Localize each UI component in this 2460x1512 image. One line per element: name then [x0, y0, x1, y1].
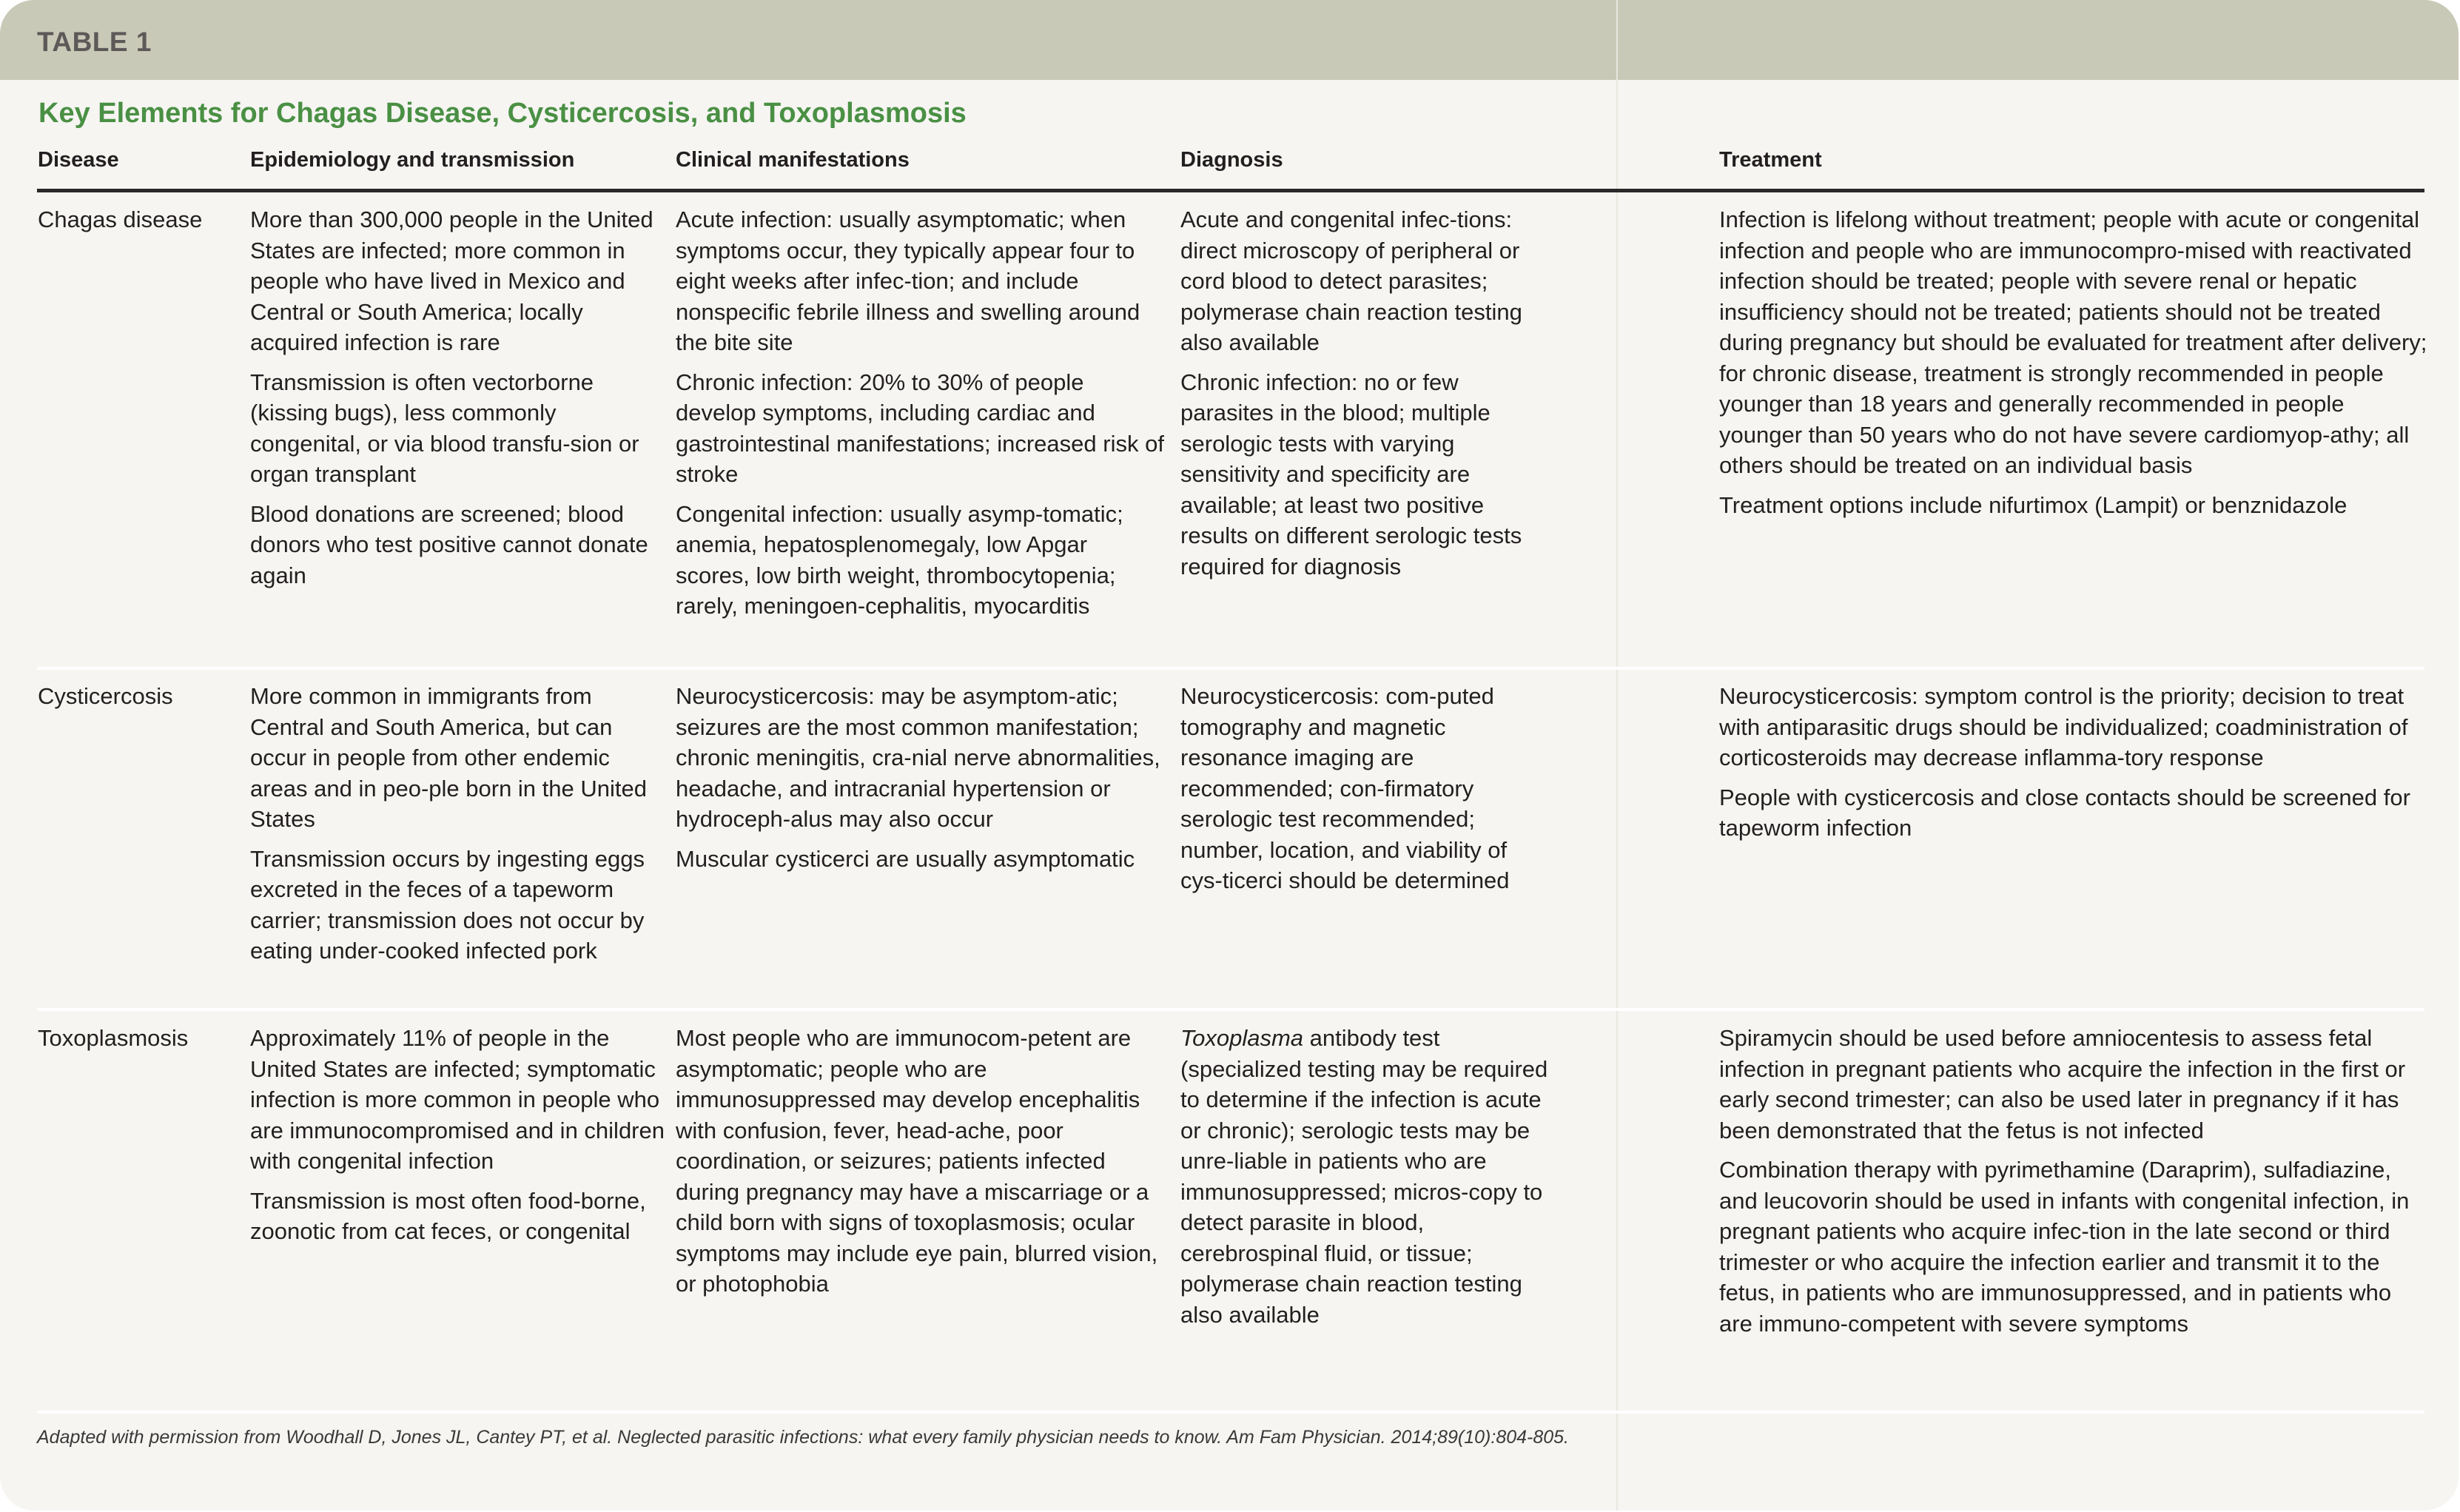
column-header-disease: Disease [38, 148, 119, 172]
cell-disease: Cysticercosis [38, 683, 173, 709]
paragraph: Combination therapy with pyrimethamine (Daraprim), sulfadiazine, and leucovorin should be used in infants with congenital infection, in pregnant patients who acquire infec-tion in the late second or third trimester or who acquire the infection earlier and transmit it to the fetus, in patients who are immunosuppressed, and in patients who are immuno-competent with severe symptoms [1719, 1157, 2410, 1337]
paragraph: More common in immigrants from Central and South America, but can occur in people from other endemic areas and in peo-ple born in the United States [250, 683, 647, 832]
table-label: TABLE 1 [37, 27, 152, 57]
cell-clinical [676, 681, 1164, 883]
paragraph: Most people who are immunocom-petent are asymptomatic; people who are immunosuppressed may develop encephalitis with confusion, fever, head-ache, poor coordination, or seizures; patients infected during pregnancy may have a miscarriage or a child born with signs of toxoplasmosis; ocular symptoms may include eye pain, blurred vision, or photophobia [676, 1025, 1158, 1297]
paragraph: Neurocysticercosis: may be asymptom-atic; seizures are the most common manifestation; chronic meningitis, cra-nial nerve abnormalities, headache, and intracranial hypertension or hydroceph-alus may also occur [676, 683, 1160, 832]
paragraph: Congenital infection: usually asymp-tomatic; anemia, hepatosplenomegaly, low Apgar scores, low birth weight, thrombocytopenia; rarely, meningoen-cephalitis, myocarditis [676, 500, 1123, 619]
cell-disease: Chagas disease [38, 206, 203, 232]
paragraph: Neurocysticercosis: symptom control is the priority; decision to treat with antiparasitic drugs should be individualized; coadministration of corticosteroids may decrease inflamma-tory response [1719, 683, 2408, 770]
page-seam [1616, 0, 1618, 1511]
source-citation: Adapted with permission from Woodhall D, Jones JL, Cantey PT, et al. Neglected parasitic infections: what every family physician needs to know. Am Fam Physician. 2014;89(10):804-805. [37, 1427, 1570, 1448]
paragraph: Spiramycin should be used before amniocentesis to assess fetal infection in pregnant patients who acquire the infection in the first or early second trimester; can also be used later in pregnancy if it has been demonstrated that the fetus is not infected [1719, 1025, 2406, 1143]
paragraph-text: antibody test (specialized testing may be required to determine if the infection is acute or chronic); serologic tests may be unre-liable in patients who are immunosuppressed; micros-copy to detect parasite in blood, cerebrospinal fluid, or tissue; polymerase chain reaction testing also available [1180, 1025, 1548, 1328]
row-divider [37, 1411, 2424, 1414]
paragraph: Blood donations are screened; blood donors who test positive cannot donate again [250, 500, 648, 588]
paragraph: Acute and congenital infec-tions: direct microscopy of peripheral or cord blood to detect parasites; polymerase chain reaction testing also available [1180, 206, 1522, 355]
header-band [0, 0, 2459, 80]
header-rule [37, 189, 2424, 192]
paragraph: Treatment options include nifurtimox (Lampit) or benznidazole [1719, 491, 2348, 518]
row-divider [37, 667, 2424, 670]
column-header-diagnosis: Diagnosis [1180, 148, 1283, 172]
paragraph: Transmission occurs by ingesting eggs excreted in the feces of a tapeworm carrier; transmission does not occur by eating under-cooked infected pork [250, 845, 645, 964]
paragraph: Transmission is often vectorborne (kissing bugs), less commonly congenital, or via blood transfu-sion or organ transplant [250, 369, 639, 487]
cell-treatment [1719, 204, 2430, 529]
row-divider [37, 1008, 2424, 1011]
cell-epidemiology [250, 204, 665, 599]
table-title: Key Elements for Chagas Disease, Cysticercosis, and Toxoplasmosis [38, 98, 967, 129]
column-header-treatment: Treatment [1719, 148, 1822, 172]
cell-epidemiology [250, 681, 665, 975]
column-header-clinical: Clinical manifestations [676, 148, 910, 172]
paragraph: Chronic infection: no or few parasites in the blood; multiple serologic tests with varying sensitivity and specificity are available; at least two positive results on different serologic tests required for diagnosis [1180, 369, 1522, 579]
paragraph: Acute infection: usually asymptomatic; when symptoms occur, they typically appear four to eight weeks after infec-tion; and include nonspecific febrile illness and swelling around the bite site [676, 206, 1140, 355]
cell-diagnosis [1180, 1023, 1550, 1339]
paragraph: Muscular cysticerci are usually asymptomatic [676, 845, 1135, 872]
paragraph: Infection is lifelong without treatment; people with acute or congenital infection and people who are immunocompro-mised with reactivated infection should be treated; people with severe renal or hepatic insufficiency should not be treated; patients should not be treated during pregnancy but should be evaluated for treatment after delivery; for chronic disease, treatment is strongly recommended in people younger than 18 years and generally recommended in people younger than 50 years who do not have severe cardiomyop-athy; all others should be treated on an individual basis [1719, 206, 2427, 478]
cell-treatment [1719, 1023, 2430, 1348]
paragraph: Approximately 11% of people in the United States are infected; symptomatic infection is more common in people who are immunocompromised and in children with congenital infection [250, 1025, 665, 1174]
cell-epidemiology [250, 1023, 665, 1256]
cell-treatment [1719, 681, 2430, 853]
paragraph: More than 300,000 people in the United States are infected; more common in people who have lived in Mexico and Central or South America; locally acquired infection is rare [250, 206, 653, 355]
paragraph: Transmission is most often food-borne, zoonotic from cat feces, or congenital [250, 1187, 646, 1244]
column-header-epidemiology: Epidemiology and transmission [250, 148, 575, 172]
cell-clinical [676, 204, 1164, 631]
paragraph: People with cysticercosis and close contacts should be screened for tapeworm infection [1719, 784, 2410, 841]
cell-diagnosis [1180, 681, 1550, 905]
cell-diagnosis [1180, 204, 1550, 591]
cell-clinical [676, 1023, 1164, 1308]
paragraph: Neurocysticercosis: com-puted tomography and magnetic resonance imaging are recommended; con-firmatory serologic test recommended; number, location, and viability of cys-ticerci should be determined [1180, 683, 1510, 893]
paragraph: Chronic infection: 20% to 30% of people develop symptoms, including cardiac and gastrointestinal manifestations; increased risk of stroke [676, 369, 1164, 487]
italic-organism-name: Toxoplasma [1180, 1025, 1304, 1051]
cell-disease: Toxoplasmosis [38, 1025, 189, 1051]
paragraph [1180, 1023, 1550, 1330]
